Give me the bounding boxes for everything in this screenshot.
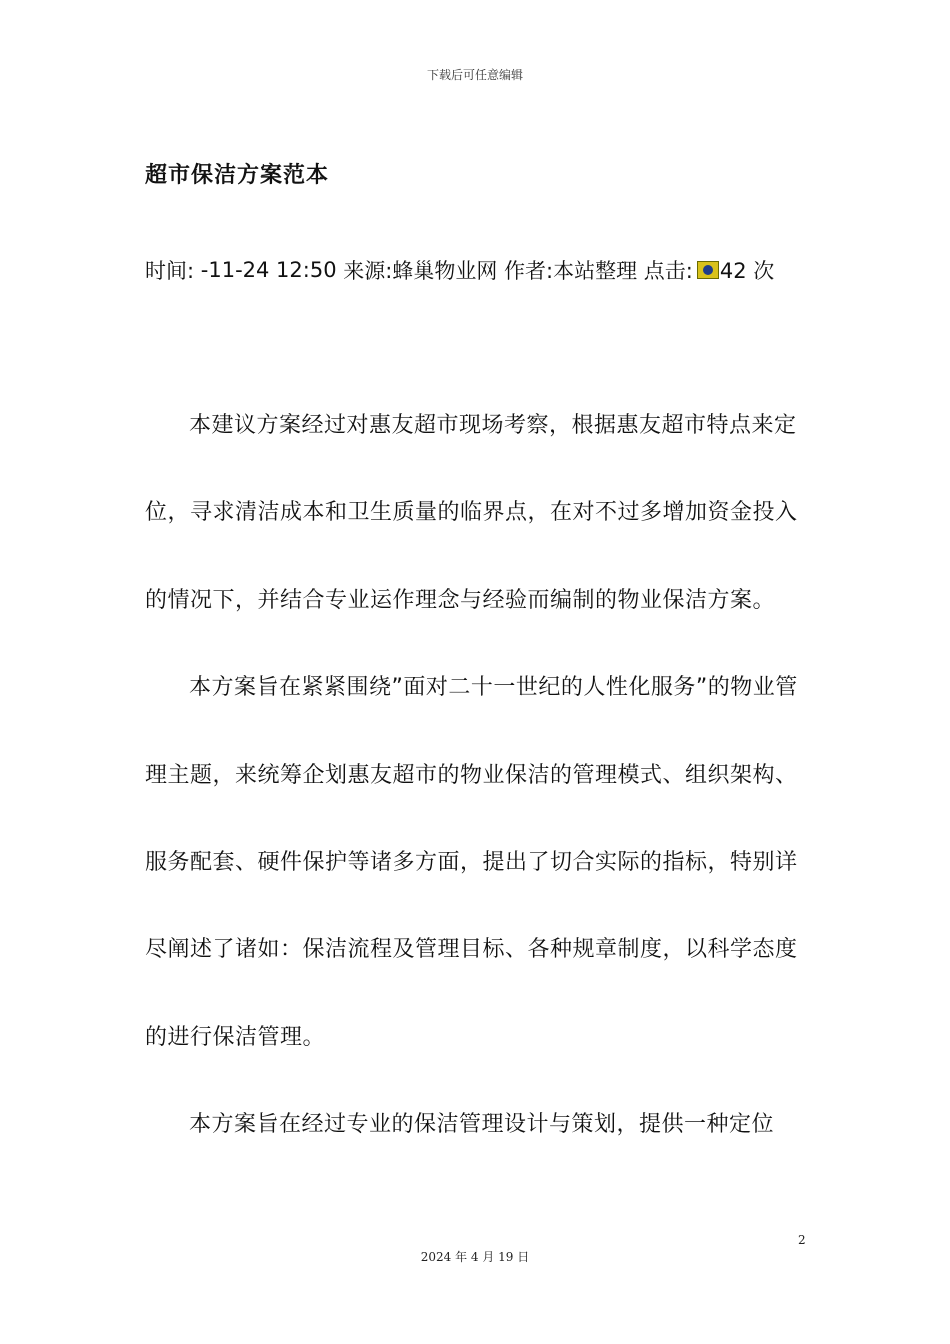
clicks-label: 点击: [643,259,693,283]
author-text: 作者:本站整理 [504,259,638,283]
click-counter-icon [697,261,719,279]
paragraph-1: 本建议方案经过对惠友超市现场考察，根据惠友超市特点来定位，寻求清洁成本和卫生质量的临界点，在对不过多增加资金投入的情况下，并结合专业运作理念与经验而编制的物业保洁方案。 [145,413,798,613]
source-text: 来源:蜂巢物业网 [343,259,498,283]
article-title: 超市保洁方案范本 [145,163,330,188]
clicks-value: 42 次 [719,259,775,283]
page-number: 2 [798,1233,806,1247]
article-meta [145,255,805,285]
article-body [145,382,805,1169]
paragraph-2: 本方案旨在紧紧围绕”面对二十一世纪的人性化服务”的物业管理主题，来统筹企划惠友超市的物业保洁的管理模式、组织架构、服务配套、硬件保护等诸多方面，提出了切合实际的指标，特别详尽阐述了诸如：保洁流程及管理目标、各种规章制度，以科学态度的进行保洁管理。 [145,675,798,1050]
footer-date: 2024 年 4 月 19 日 [420,1250,530,1264]
time-label: 时间: [145,259,195,283]
page-header-note: 下载后可任意编辑 [426,68,523,82]
time-value: -11-24 12:50 [200,258,337,282]
paragraph-3: 本方案旨在经过专业的保洁管理设计与策划，提供一种定位 [189,1112,775,1138]
